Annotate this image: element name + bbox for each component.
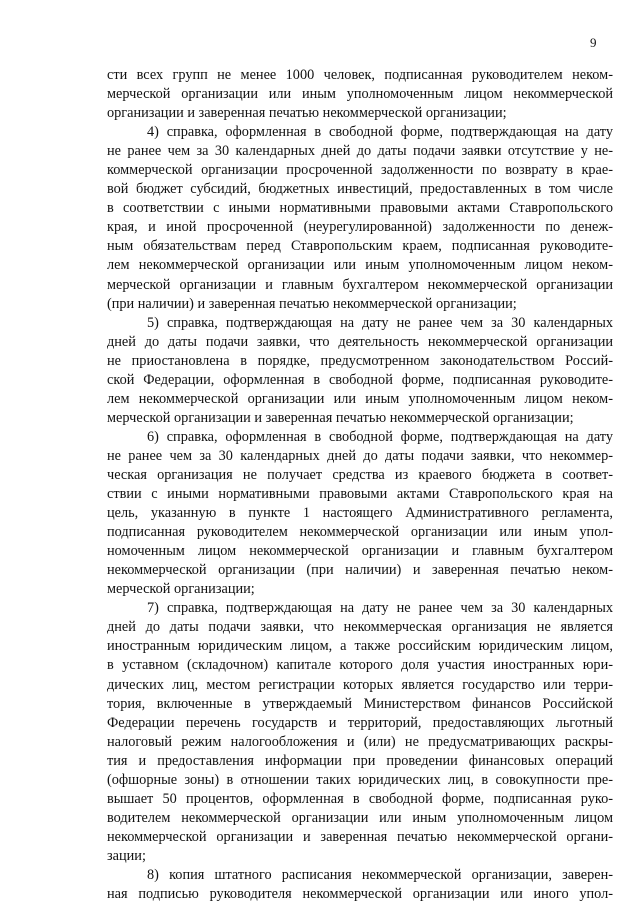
text-line: сти всех групп не менее 1000 человек, подписанная руководителем неком- (107, 67, 613, 83)
text-line: некоммерческой организации и заверенная печатью некоммерческой органи- (107, 828, 613, 845)
text-line: мерческой организации; (107, 581, 255, 598)
text-line: в уставном (складочном) капитале которого доля участия иностранных юри- (107, 657, 613, 674)
text-line: вышает 50 процентов, оформленная в свободной форме, подписанная руко- (107, 790, 613, 807)
text-line: края, и иной просроченной (неурегулированной) задолженности по денеж- (107, 219, 613, 236)
text-line: ная подписью руководителя некоммерческой организации или иного упол- (107, 886, 613, 903)
text-line: мерческой организации или иным уполномоченным лицом некоммерческой (107, 86, 613, 103)
text-line: в соответствии с иными нормативными правовыми актами Ставропольского (107, 200, 613, 217)
text-line: не ранее чем за 30 календарных дней до даты подачи заявки, что некоммер- (107, 447, 613, 464)
text-line: ным обязательствам перед Ставропольским краем, подписанная руководите- (107, 238, 613, 255)
text-line: ствии с иными нормативными правовыми актами Ставропольского края на (107, 486, 613, 503)
text-line: 8) копия штатного расписания некоммерческой организации, заверен- (147, 866, 613, 883)
text-line: 7) справка, подтверждающая на дату не ранее чем за 30 календарных (147, 600, 613, 617)
text-line: 6) справка, оформленная в свободной форме, подтверждающая на дату (147, 428, 613, 445)
page-number: 9 (590, 35, 597, 50)
text-line: не приостановлена в порядке, предусмотренном законодательством Россий- (107, 352, 613, 369)
text-line: ской Федерации, оформленная в свободной форме, подписанная руководите- (107, 371, 613, 388)
text-line: тия и предоставления информации при проведении финансовых операций (107, 752, 613, 769)
text-line: дней до даты подачи заявки, что деятельность некоммерческой организации (107, 333, 613, 350)
text-line: иностранным юридическим лицом, а также российским юридическим лицом, (107, 638, 613, 655)
text-line: водителем некоммерческой организации или иным уполномоченным лицом (107, 809, 613, 826)
text-line: организации и заверенная печатью некоммерческой организации; (107, 105, 507, 122)
text-line: (офшорные зоны) в отношении таких юридических лиц, в совокупности пре- (107, 771, 613, 788)
text-line: зации; (107, 847, 146, 864)
text-line: цель, указанную в пункте 1 настоящего Административного регламента, (107, 505, 613, 522)
text-line: налоговый режим налогообложения и (или) не предусматривающих раскры- (107, 733, 613, 750)
text-line: лем некоммерческой организации или иным уполномоченным лицом неком- (107, 390, 613, 407)
document-body (107, 66, 613, 904)
text-line: (при наличии) и заверенная печатью некоммерческой организации; (107, 295, 517, 312)
text-line: вой бюджет субсидий, бюджетных инвестиций, предоставленных в том числе (107, 181, 613, 198)
text-line: не ранее чем за 30 календарных дней до даты подачи заявки отсутствие у не- (107, 143, 613, 160)
text-line: номоченным лицом некоммерческой организации и главным бухгалтером (107, 543, 613, 560)
text-line: тория, включенные в утверждаемый Министерством финансов Российской (107, 695, 613, 712)
text-line: 4) справка, оформленная в свободной форме, подтверждающая на дату (147, 124, 613, 141)
text-line: ческая организация не получает средства из краевого бюджета в соответ- (107, 466, 613, 483)
text-line: некоммерческой организации (при наличии) и заверенная печатью неком- (107, 562, 613, 579)
text-line: коммерческой организации просроченной задолженности по возврату в крае- (107, 162, 613, 179)
text-line: мерческой организации и главным бухгалтером некоммерческой организации (107, 276, 613, 293)
text-line: подписанная руководителем некоммерческой организации или иным упол- (107, 524, 613, 541)
text-line: мерческой организации и заверенная печатью некоммерческой организации; (107, 409, 574, 426)
text-line: 5) справка, подтверждающая на дату не ранее чем за 30 календарных (147, 314, 613, 331)
text-line: лем некоммерческой организации или иным уполномоченным лицом неком- (107, 257, 613, 274)
text-line: дических лиц, местом регистрации которых является государство или терри- (107, 676, 613, 693)
text-line: Федерации перечень государств и территорий, предоставляющих льготный (107, 714, 613, 731)
text-line: дней до даты подачи заявки, что некоммерческая организация не является (107, 619, 613, 636)
